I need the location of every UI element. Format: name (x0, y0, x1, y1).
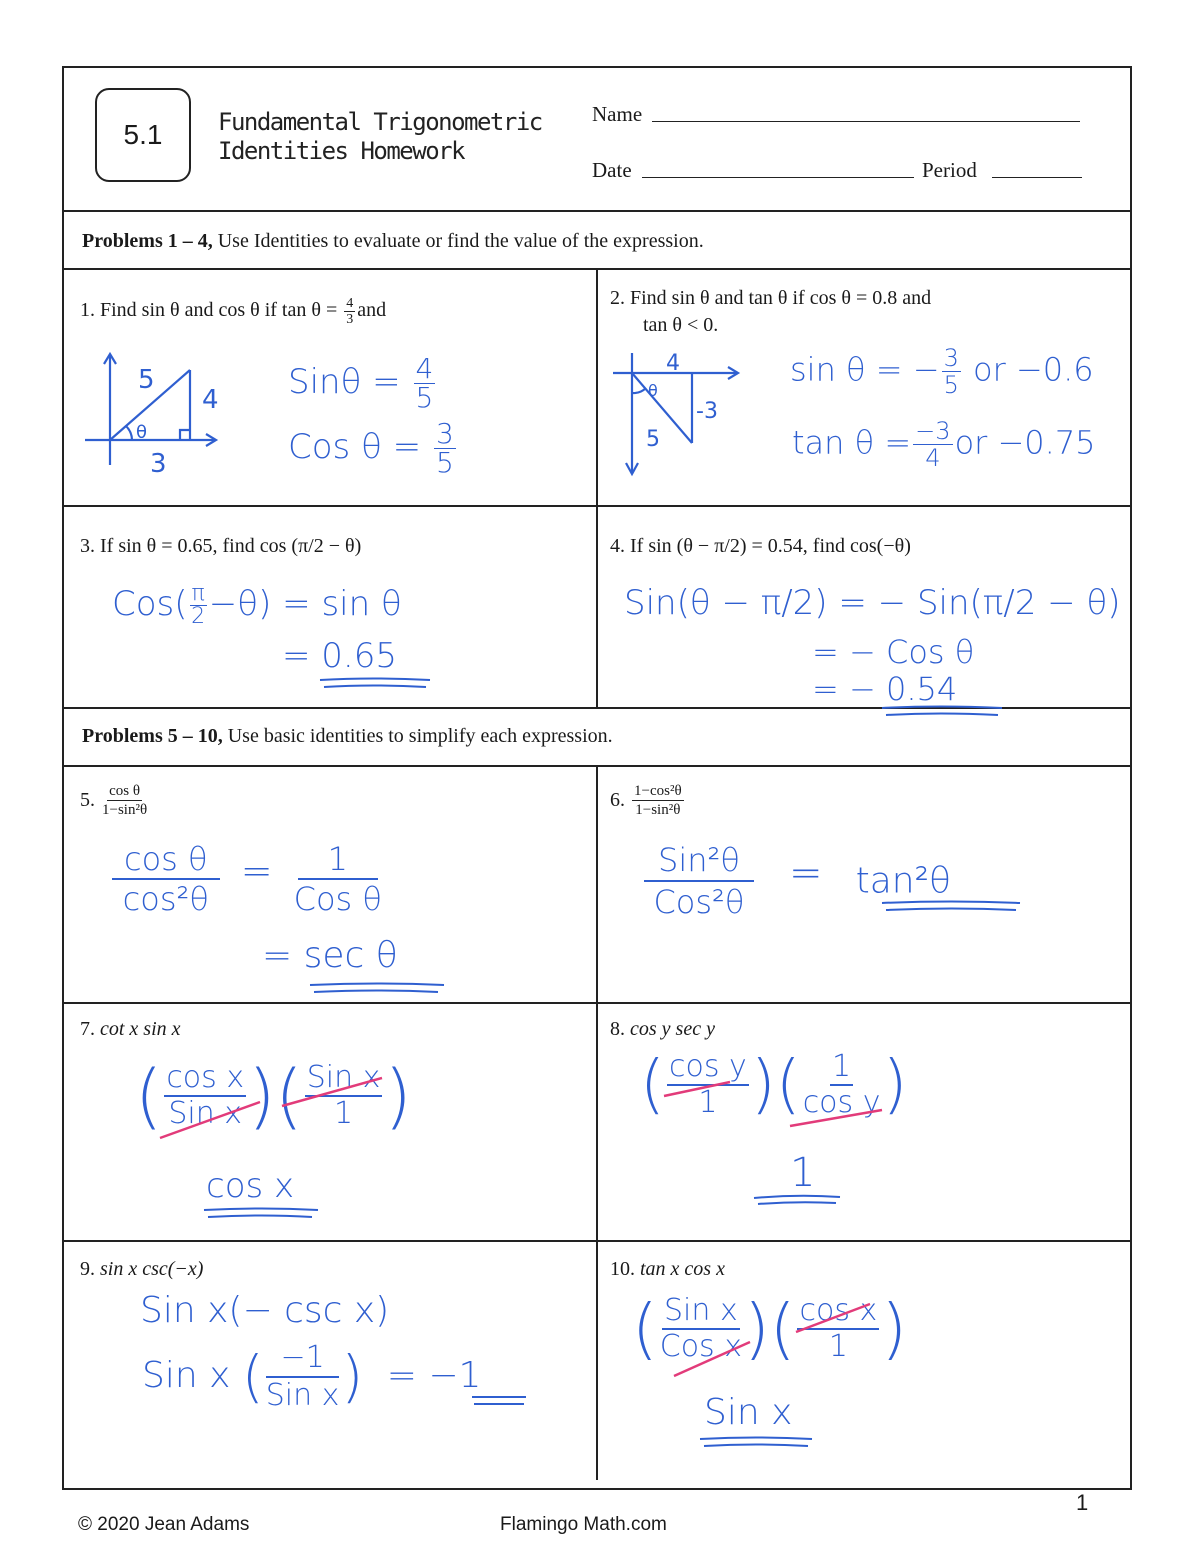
problem-8: 8. cos y sec y (610, 1018, 715, 1040)
header-divider (62, 210, 1132, 212)
answer-underline-8 (752, 1194, 844, 1208)
copyright: © 2020 Jean Adams (78, 1514, 250, 1535)
work2-tan: tan θ = $\frac{-3}{4}$ or −0.75 (792, 417, 1096, 472)
work3-answer: = 0.65 (282, 636, 397, 676)
column-divider-bottom (596, 765, 598, 1480)
tri2-side: -3 (696, 399, 718, 424)
work4-line1: Sin(θ − π/2) = − Sin(π/2 − θ) (624, 583, 1121, 623)
triangle-diagram-1 (80, 350, 230, 475)
problem-10: 10. tan x cos x (610, 1258, 725, 1280)
tri1-opp: 4 (202, 385, 219, 415)
answer-underline-9 (470, 1394, 530, 1408)
fraction: $\frac{\text{cos θ}}{\text{1−sin²θ}}$ (102, 783, 148, 818)
section1-text: Use Identities to evaluate or find the value of the expression. (212, 230, 704, 252)
date-label: Date (592, 158, 632, 182)
section2-text: Use basic identities to simplify each expression. (222, 725, 613, 747)
section2-heading (82, 725, 613, 748)
triangle-diagram-2 (610, 348, 750, 478)
title-line-1: Fundamental Trigonometric (218, 108, 542, 136)
fraction: $\frac{4}{3}$ (346, 296, 354, 327)
work7-product: ( $\frac{\text{cos x}}{\text{Sin x}}$ )( $\frac{\text{Sin x}}{1}$ ) (135, 1055, 412, 1137)
problem-2 (610, 287, 931, 337)
problem-text-line2: tan θ < 0. (643, 314, 719, 336)
answer-underline-4 (880, 705, 1005, 719)
title-line-2: Identities Homework (218, 137, 465, 165)
work3-line1: Cos( $\frac{\pi}{2}$ −θ) = sin θ (112, 581, 402, 629)
answer-underline-6 (880, 900, 1025, 914)
problem-3: 3. If sin θ = 0.65, find cos (π/2 − θ) (80, 535, 362, 557)
name-field[interactable] (652, 121, 1080, 122)
strike-marks-7 (150, 1068, 390, 1148)
work6: $\frac{\text{Sin²θ}}{\text{Cos²θ}}$ = tan²θ (642, 840, 951, 922)
problem-7: 7. cot x sin x (80, 1018, 181, 1040)
strike-marks-10 (650, 1300, 910, 1380)
date-field[interactable] (642, 177, 914, 178)
section2-bold: Problems 5 – 10, (82, 725, 223, 747)
work7-answer: cos x (206, 1166, 295, 1206)
paren-expression: (π/2 − θ) (291, 535, 362, 557)
period-field[interactable] (992, 177, 1082, 178)
work5-lhs: $\frac{\text{cos θ}}{\text{cos²θ}}$ = $\frac{1}{\text{Cos θ}}$ (110, 840, 384, 918)
tri1-hyp: 5 (138, 365, 155, 395)
work2-sin: sin θ = − $\frac{3}{5}$ or −0.6 (790, 344, 1094, 399)
work5-answer: = sec θ (262, 935, 398, 976)
work9-line2: Sin x ( $\frac{-1}{\text{Sin x}}$ ) = −1 (142, 1340, 482, 1413)
work4-answer: = − 0.54 (812, 670, 958, 708)
work10-product: ( $\frac{\text{Sin x}}{\text{Cos x}}$ )( $\frac{\text{cos x}}{1}$ ) (632, 1290, 908, 1367)
problem-1 (80, 296, 386, 327)
tri2-hyp: 5 (646, 427, 660, 452)
section1-heading (82, 230, 704, 253)
section1-bold: Problems 1 – 4, (82, 230, 213, 252)
site-name: Flamingo Math.com (500, 1514, 667, 1535)
answer-underline-7 (202, 1207, 322, 1221)
answer-underline-5 (308, 982, 448, 996)
tri1-angle: θ (136, 422, 148, 443)
column-divider-top (596, 268, 598, 707)
work1-cos: Cos θ = $\frac{3}{5}$ (288, 417, 454, 479)
problem-4: 4. If sin (θ − π/2) = 0.54, find cos(−θ) (610, 535, 911, 557)
period-label: Period (922, 158, 977, 182)
work1-sin: Sinθ = $\frac{4}{5}$ (288, 352, 434, 414)
strike-marks-8 (650, 1060, 910, 1140)
tri2-top: 4 (666, 351, 680, 376)
problem-text-end: and (357, 299, 387, 322)
tri1-adj: 3 (150, 449, 167, 475)
problem-number: 2. (610, 287, 625, 309)
worksheet-title (218, 108, 548, 166)
work8-product: ( $\frac{\text{cos y}}{1}$ )( $\frac{1}{\text{cos y}}$ ) (640, 1048, 908, 1122)
paren-expression: (θ − π/2) (676, 535, 747, 557)
work10-answer: Sin x (704, 1392, 793, 1433)
problem-number: 1. (80, 299, 95, 322)
tri2-angle: θ (648, 381, 658, 400)
fraction: $\frac{\text{1−cos²θ}}{\text{1−sin²θ}}$ (634, 783, 682, 818)
answer-underline-10 (698, 1436, 816, 1450)
name-label: Name (592, 102, 643, 126)
problem-text: Find sin θ and cos θ if tan θ = (100, 299, 338, 322)
page-number: 1 (1076, 1490, 1089, 1515)
work4-line2: = − Cos θ (812, 633, 975, 671)
lesson-badge: 5.1 (95, 88, 191, 182)
work9-line1: Sin x(− csc x) (140, 1290, 390, 1331)
problem-5: 5. $\frac{\text{cos θ}}{\text{1−sin²θ}}$ (80, 783, 148, 818)
work8-answer: 1 (790, 1150, 816, 1196)
problem-9: 9. sin x csc(−x) (80, 1258, 204, 1280)
problem-6: 6. $\frac{\text{1−cos²θ}}{\text{1−sin²θ}}$ (610, 783, 682, 818)
problem-text: Find sin θ and tan θ if cos θ = 0.8 and (630, 287, 932, 309)
answer-underline-3 (318, 676, 433, 690)
